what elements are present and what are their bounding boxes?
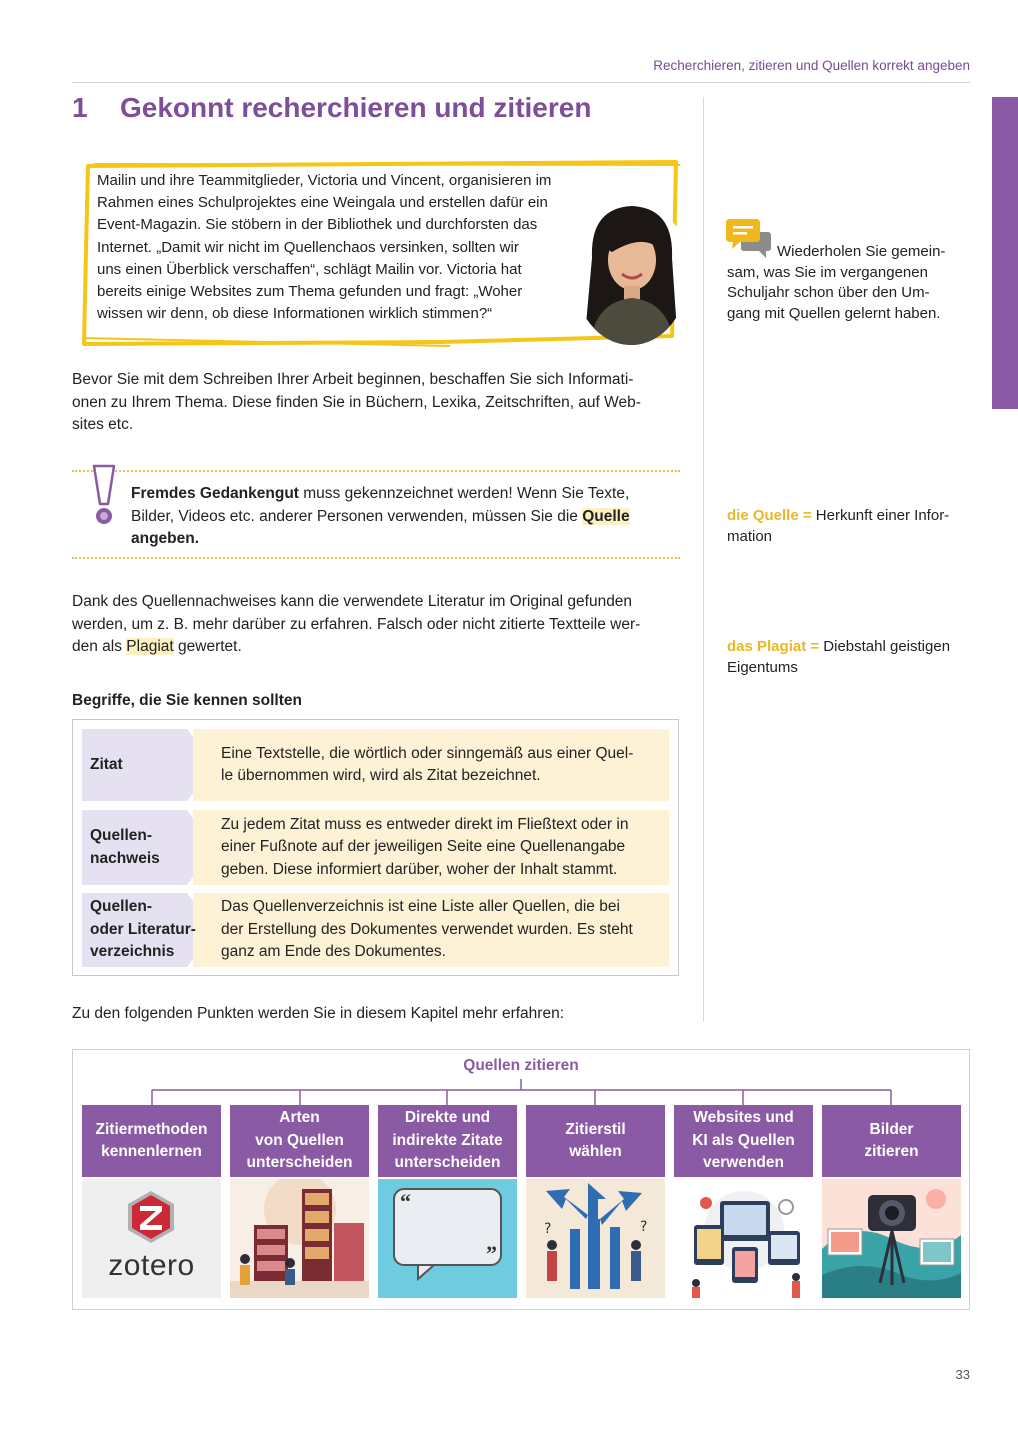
term-desc-line: der Erstellung des Dokumentes verwendet wurden. Es steht: [221, 920, 633, 938]
story-line: Mailin und ihre Teammitglieder, Victoria und Vincent, organisieren im: [97, 172, 552, 189]
topic-heading: [82, 1105, 221, 1177]
discussion-line: sam, was Sie im vergangenen: [727, 263, 928, 281]
svg-text:?: ?: [544, 1221, 552, 1237]
margin-column-rule: [703, 97, 704, 1022]
note-box: [72, 470, 680, 560]
topic-line: unterscheiden: [246, 1154, 353, 1172]
source-line: Dank des Quellennachweises kann die verwendete Literatur im Original gefunden: [72, 593, 633, 610]
topic-arten-von-quellen: [230, 1105, 369, 1298]
topic-line: Direkte und: [404, 1109, 491, 1127]
glossary-term: die Quelle =: [727, 507, 812, 524]
topic-line: verwenden: [703, 1154, 784, 1172]
overview-root-title: Quellen zitieren: [463, 1057, 579, 1074]
glossary-definition: Herkunft einer Infor-: [811, 507, 950, 524]
topic-heading: [230, 1105, 369, 1177]
topic-line: wählen: [569, 1143, 622, 1160]
term-desc-line: geben. Diese informiert darüber, woher der Inhalt stammt.: [221, 860, 618, 878]
glossary-definition: Eigentums: [727, 658, 798, 676]
topic-zitierstil-waehlen: [526, 1105, 665, 1298]
topic-line: unterscheiden: [394, 1154, 501, 1172]
note-line-2-pre: Bilder, Videos etc. anderer Personen verwenden, müssen Sie die: [131, 507, 583, 525]
discussion-line: gang mit Quellen gelernt haben.: [727, 304, 941, 322]
term-label-line: verzeichnis: [90, 943, 175, 961]
topic-line: Bilder: [869, 1120, 914, 1138]
term-label-line: oder Literatur-: [90, 920, 196, 938]
svg-text:”: ”: [486, 1241, 497, 1266]
note-line-1-rest: muss gekennzeichnet werden! Wenn Sie Texte,: [298, 485, 630, 502]
source-paragraph: [72, 591, 680, 659]
topic-line: Zitiermethoden: [95, 1120, 208, 1138]
story-line: Internet. „Damit wir nicht im Quellenchaos versinken, sollten wir: [97, 238, 519, 256]
topic-zitiermethoden: [82, 1105, 221, 1298]
topic-heading: [378, 1105, 517, 1177]
note-top-border: [72, 470, 680, 472]
topic-line: zitieren: [864, 1143, 919, 1160]
topic-line: indirekte Zitate: [392, 1131, 503, 1149]
discussion-line: Schuljahr schon über den Um-: [727, 284, 930, 301]
glossary-quelle: [727, 506, 967, 547]
chapter-title: [72, 92, 591, 124]
story-box: [80, 160, 680, 345]
term-label-line: Quellen-: [90, 898, 153, 916]
story-text: [97, 170, 587, 325]
svg-text:?: ?: [640, 1219, 648, 1235]
running-header: Recherchieren, zitieren und Quellen korrekt angeben: [653, 58, 970, 73]
source-line: [72, 636, 680, 659]
mailin-portrait: [572, 198, 690, 346]
note-text: [131, 483, 676, 551]
term-description: [193, 729, 669, 801]
arrows-choice-illustration: [526, 1179, 665, 1298]
note-line-1: [131, 483, 676, 506]
topic-line: von Quellen: [255, 1131, 344, 1149]
quote-bubble-illustration: [378, 1179, 517, 1298]
topic-direkte-indirekte-zitate: [378, 1105, 517, 1298]
term-row-quellennachweis: [82, 810, 669, 885]
page-number: 33: [955, 1367, 970, 1382]
term-desc-line: Eine Textstelle, die wörtlich oder sinngemäß aus einer Quel-: [221, 744, 634, 762]
term-description: [193, 893, 669, 967]
story-line: bereits einige Websites zum Thema gefunden und fragt: „Woher: [97, 283, 523, 301]
term-label-line: Zitat: [90, 755, 123, 773]
library-icon: [230, 1179, 369, 1298]
source-line-3-post: gewertet.: [173, 638, 242, 655]
term-label: [82, 810, 160, 885]
topic-bilder-zitieren: [822, 1105, 961, 1298]
topic-line: Arten: [279, 1109, 320, 1127]
note-highlight-quelle: Quelle: [582, 507, 630, 525]
term-desc-line: le übernommen wird, wird als Zitat bezeichnet.: [221, 767, 541, 784]
terms-heading: Begriffe, die Sie kennen sollten: [72, 692, 302, 709]
note-bold-start: Fremdes Gedankengut: [131, 485, 299, 502]
term-label: [82, 729, 123, 801]
websites-ai-illustration: [674, 1179, 813, 1298]
arrows-icon: [526, 1179, 665, 1298]
term-desc-line: Zu jedem Zitat muss es entweder direkt im Fließtext oder in: [221, 815, 629, 833]
term-label-line: Quellen-: [90, 827, 153, 844]
websites-icon: [674, 1179, 813, 1298]
term-label: [82, 893, 196, 967]
discussion-prompt: [727, 242, 967, 324]
glossary-term: das Plagiat =: [727, 638, 820, 655]
zotero-logo: [82, 1179, 221, 1298]
note-line-3-bold: angeben.: [131, 530, 200, 547]
topic-heading: [822, 1105, 961, 1177]
svg-text:“: “: [400, 1189, 411, 1214]
term-description: [193, 810, 669, 885]
topic-line: kennenlernen: [101, 1143, 202, 1160]
glossary-definition: Diebstahl geistigen: [819, 638, 951, 655]
topic-heading: [526, 1105, 665, 1177]
library-illustration: [230, 1179, 369, 1298]
topic-line: Zitierstil: [565, 1120, 626, 1138]
header-rule: [72, 82, 970, 83]
note-line-3: [131, 528, 676, 551]
story-line: Rahmen eines Schulprojektes eine Weingala und erstellen dafür ein: [97, 194, 548, 212]
intro-line: onen zu Ihrem Thema. Diese finden Sie in Büchern, Lexika, Zeitschriften, auf Web-: [72, 393, 641, 411]
camera-icon: [822, 1179, 961, 1298]
topic-heading: [674, 1105, 813, 1177]
exclamation-icon: [86, 462, 126, 528]
term-desc-line: einer Fußnote auf der jeweiligen Seite eine Quellenangabe: [221, 838, 626, 856]
zotero-wordmark: zotero: [108, 1249, 195, 1282]
photo-camera-illustration: [822, 1179, 961, 1298]
note-bottom-border: [72, 557, 680, 559]
overview-intro: Zu den folgenden Punkten werden Sie in diesem Kapitel mehr erfahren:: [72, 1005, 564, 1022]
glossary-definition: mation: [727, 527, 773, 545]
quote-bubble-icon: [378, 1179, 517, 1298]
intro-line: sites etc.: [72, 416, 134, 433]
intro-line: Bevor Sie mit dem Schreiben Ihrer Arbeit beginnen, beschaffen Sie sich Informati-: [72, 371, 634, 388]
topic-line: Websites und: [693, 1109, 794, 1127]
glossary-plagiat: [727, 637, 967, 678]
story-line: uns einen Überblick verschaffen“, schlägt Mailin vor. Victoria hat: [97, 260, 522, 278]
term-row-verzeichnis: [82, 893, 669, 967]
topic-line: KI als Quellen: [692, 1131, 795, 1149]
chapter-number: 1: [72, 92, 88, 123]
source-line: werden, um z. B. mehr darüber zu erfahren. Falsch oder nicht zitierte Textteile wer-: [72, 615, 641, 633]
terms-table: [72, 719, 679, 976]
chapter-title-text: Gekonnt recherchieren und zitieren: [120, 92, 592, 123]
intro-paragraph: [72, 369, 680, 437]
term-desc-line: Das Quellenverzeichnis ist eine Liste aller Quellen, die bei: [221, 898, 620, 916]
topic-websites-ki: [674, 1105, 813, 1298]
source-line-3-pre: den als: [72, 638, 127, 655]
chapter-side-tab: [992, 97, 1018, 409]
source-highlight-plagiat: Plagiat: [126, 638, 174, 655]
term-row-zitat: [82, 729, 669, 801]
note-line-2: [131, 506, 676, 529]
term-label-line: nachweis: [90, 849, 160, 867]
discussion-line: Wiederholen Sie gemein-: [777, 243, 946, 260]
term-desc-line: ganz am Ende des Dokumentes.: [221, 943, 446, 961]
story-line: wissen wir denn, ob diese Informationen wirklich stimmen?“: [97, 305, 493, 323]
story-line: Event-Magazin. Sie stöbern in der Bibliothek und durchforsten das: [97, 216, 538, 234]
